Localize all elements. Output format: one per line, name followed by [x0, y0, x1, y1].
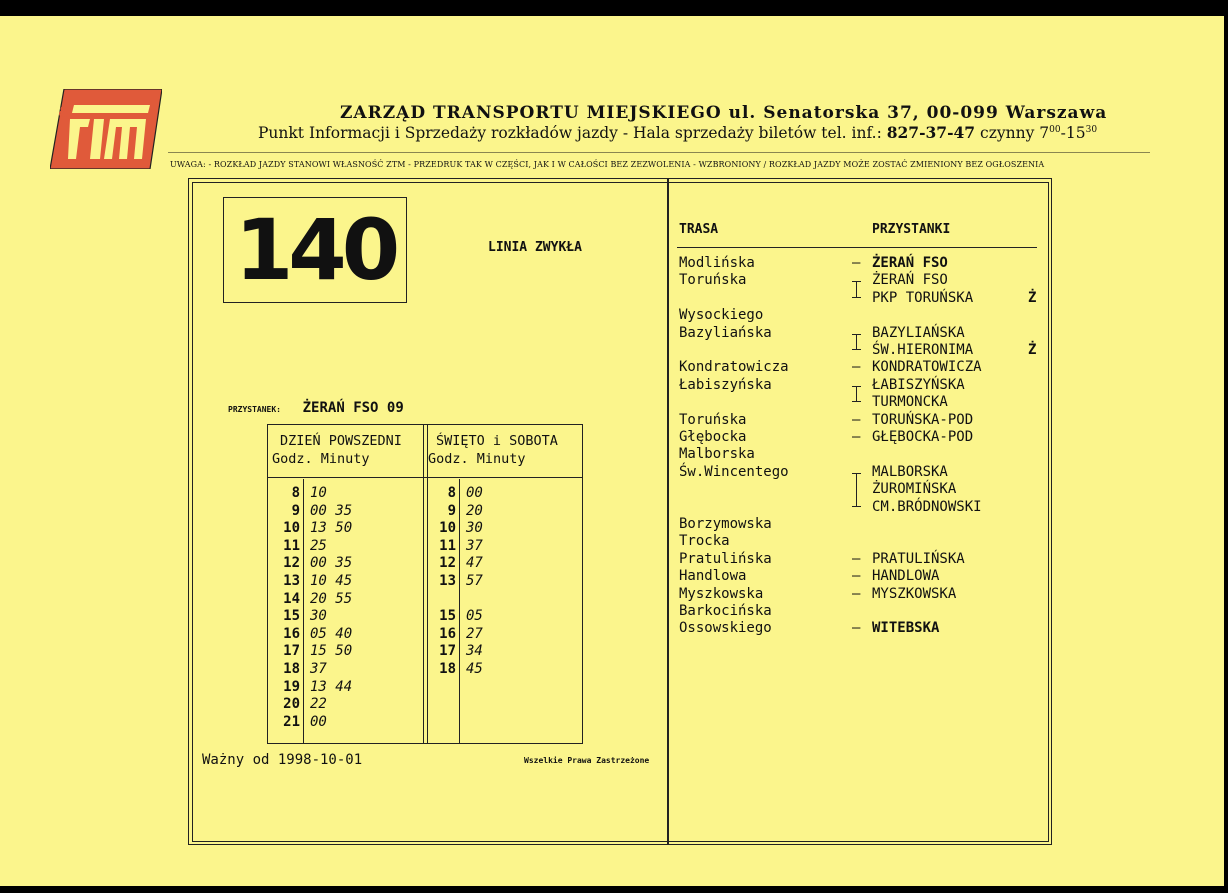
route-street: Głębocka — [679, 429, 747, 445]
dash-mark: – — [852, 585, 861, 602]
weekday-hour: 15 — [283, 608, 300, 625]
weekday-hour: 11 — [283, 537, 300, 554]
holiday-hour: 18 — [439, 661, 456, 677]
holiday-minutes: 47 — [466, 555, 483, 572]
route-street: Borzymowska — [679, 516, 772, 532]
holiday-minutes: 30 — [466, 520, 483, 537]
holiday-hour: 9 — [447, 502, 456, 519]
timetable-sheet — [0, 16, 1224, 886]
holiday-minutes: 27 — [466, 625, 483, 642]
weekday-hour: 14 — [283, 590, 300, 607]
route-stop: MALBORSKA — [872, 463, 948, 480]
svg-text:&: & — [58, 105, 71, 121]
valid-from: Ważny od 1998-10-01 — [202, 752, 363, 768]
holiday-hour: 11 — [439, 537, 456, 554]
dash-mark: – — [852, 429, 861, 445]
weekday-hour: 18 — [283, 661, 300, 677]
weekday-minutes: 30 — [310, 608, 327, 625]
stop-group-bracket — [856, 473, 857, 507]
weekday-hour: 9 — [291, 502, 300, 519]
route-stop: ŚW.HIERONIMA — [872, 342, 974, 358]
header-divider — [168, 152, 1150, 153]
holiday-minutes: 34 — [466, 643, 483, 660]
route-street: Myszkowska — [679, 585, 764, 602]
route-street: Malborska — [679, 446, 755, 463]
holiday-minutes: 45 — [466, 661, 483, 677]
weekday-minutes: 20 55 — [310, 590, 353, 607]
copyright-warning: UWAGA: - ROZKŁAD JAZDY STANOWI WŁASNOŚĆ ZTM - PRZEDRUK TAK W CZĘŚCI, JAK I W CAŁOŚCI BEZ ZEZWOLENIA - WZBRONIONY / ROZKŁAD JAZDY MOŻE ZOSTAĆ ZMIENIONY BEZ OGŁOSZENIA — [170, 160, 1045, 169]
dash-mark: – — [852, 359, 861, 376]
weekday-minutes: 25 — [310, 537, 327, 554]
rights-reserved: Wszelkie Prawa Zastrzeżone — [524, 756, 650, 765]
route-street: Ossowskiego — [679, 620, 772, 637]
route-stop: ŻERAŃ FSO — [872, 272, 948, 289]
route-stop: TURMONCKA — [872, 394, 948, 411]
route-street: Modlińska — [679, 255, 755, 271]
route-stop: GŁĘBOCKA-POD — [872, 429, 974, 445]
route-street: Pratulińska — [679, 550, 772, 567]
holiday-hour: 17 — [439, 643, 456, 660]
holiday-minutes: 05 — [466, 608, 483, 625]
info-header — [258, 123, 1097, 142]
holiday-hour: 12 — [439, 555, 456, 572]
info-hours-to-sup: 30 — [1085, 124, 1098, 135]
table-divider — [268, 477, 582, 478]
weekday-hour: 19 — [283, 678, 300, 695]
weekday-minutes: 37 — [310, 661, 327, 677]
line-number: 140 — [234, 201, 396, 299]
weekday-hour: 10 — [283, 520, 300, 537]
stops-column-header: PRZYSTANKI — [872, 222, 951, 237]
column-divider — [667, 179, 669, 844]
weekday-hour: 16 — [283, 625, 300, 642]
weekday-minutes: 15 50 — [310, 643, 353, 660]
table-divider — [423, 425, 424, 743]
info-hours: czynny 7 — [980, 124, 1050, 142]
on-demand-flag: Ż — [1028, 342, 1037, 358]
route-street: Bazyliańska — [679, 324, 772, 341]
weekday-minutes: 00 35 — [310, 555, 353, 572]
route-stop: TORUŃSKA-POD — [872, 411, 974, 428]
org-header — [340, 103, 1107, 123]
holiday-minutes: 37 — [466, 537, 483, 554]
weekday-hour: 21 — [283, 713, 300, 730]
route-street: Łabiszyńska — [679, 376, 772, 393]
weekday-hour: 12 — [283, 555, 300, 572]
weekday-sub: Godz. Minuty — [272, 451, 370, 467]
holiday-minutes: 57 — [466, 573, 483, 589]
dash-mark: – — [852, 255, 861, 271]
dash-mark: – — [852, 550, 861, 567]
stop-label: PRZYSTANEK: — [228, 405, 281, 414]
route-stop: WITEBSKA — [872, 620, 940, 637]
info-text: Punkt Informacji i Sprzedaży rozkładów jazdy - Hala sprzedaży biletów tel. inf.: — [258, 124, 882, 142]
weekday-hour: 13 — [283, 573, 300, 589]
route-stop: ŁABISZYŃSKA — [872, 376, 965, 393]
info-phone: 827-37-47 — [886, 123, 976, 142]
holiday-hour: 16 — [439, 625, 456, 642]
table-divider — [459, 479, 460, 743]
route-stop: PKP TORUŃSKA — [872, 289, 974, 306]
route-stop: KONDRATOWICZA — [872, 359, 982, 376]
route-street: Trocka — [679, 533, 730, 550]
route-street: Św.Wincentego — [679, 463, 789, 480]
route-stop: ŻUROMIŃSKA — [872, 481, 957, 498]
route-street: Toruńska — [679, 272, 747, 289]
route-street: Toruńska — [679, 411, 747, 428]
org-address: ul. Senatorska 37, 00-099 Warszawa — [728, 103, 1108, 123]
holiday-sub: Godz. Minuty — [428, 451, 526, 467]
route-stop: ŻERAŃ FSO — [872, 255, 948, 271]
stop-group-bracket — [856, 334, 857, 350]
stop-line — [228, 397, 404, 416]
route-stop: CM.BRÓDNOWSKI — [872, 498, 982, 515]
stop-name: ŻERAŃ FSO 09 — [302, 400, 404, 416]
weekday-minutes: 10 — [310, 485, 327, 501]
weekday-minutes: 13 50 — [310, 520, 353, 537]
weekday-hour: 8 — [291, 485, 300, 501]
info-hours-to: -15 — [1060, 124, 1086, 142]
weekday-minutes: 00 — [310, 713, 327, 730]
line-number-box — [223, 197, 407, 303]
route-header-divider — [677, 247, 1037, 248]
ztm-logo-icon — [50, 89, 162, 169]
holiday-minutes: 00 — [466, 485, 483, 501]
dash-mark: – — [852, 411, 861, 428]
holiday-hour: 8 — [447, 485, 456, 501]
route-stop: PRATULIŃSKA — [872, 550, 965, 567]
holiday-hour: 15 — [439, 608, 456, 625]
route-stop: MYSZKOWSKA — [872, 585, 957, 602]
route-street: Barkocińska — [679, 603, 772, 619]
holiday-title: ŚWIĘTO i SOBOTA — [436, 433, 558, 449]
dash-mark: – — [852, 620, 861, 637]
table-divider — [303, 479, 304, 743]
dash-mark: – — [852, 568, 861, 585]
info-hours-from-sup: 00 — [1049, 124, 1061, 135]
route-column-header: TRASA — [679, 222, 719, 237]
holiday-minutes: 20 — [466, 502, 483, 519]
weekday-hour: 20 — [283, 696, 300, 713]
holiday-hour: 10 — [439, 520, 456, 537]
weekday-minutes: 22 — [310, 696, 327, 713]
weekday-title: DZIEŃ POWSZEDNI — [280, 433, 402, 449]
line-type: LINIA ZWYKŁA — [488, 240, 582, 255]
on-demand-flag: Ż — [1028, 289, 1037, 306]
stop-group-bracket — [856, 281, 857, 297]
weekday-minutes: 13 44 — [310, 678, 353, 695]
route-street: Wysockiego — [679, 307, 764, 324]
route-street: Kondratowicza — [679, 359, 789, 376]
org-name: ZARZĄD TRANSPORTU MIEJSKIEGO — [340, 103, 722, 123]
weekday-hour: 17 — [283, 643, 300, 660]
weekday-minutes: 00 35 — [310, 502, 353, 519]
route-street: Handlowa — [679, 568, 747, 585]
route-stop: BAZYLIAŃSKA — [872, 324, 965, 341]
weekday-minutes: 10 45 — [310, 573, 353, 589]
weekday-minutes: 05 40 — [310, 625, 353, 642]
timetable-table — [267, 424, 583, 744]
stop-group-bracket — [856, 386, 857, 402]
route-stop: HANDLOWA — [872, 568, 940, 585]
holiday-hour: 13 — [439, 573, 456, 589]
